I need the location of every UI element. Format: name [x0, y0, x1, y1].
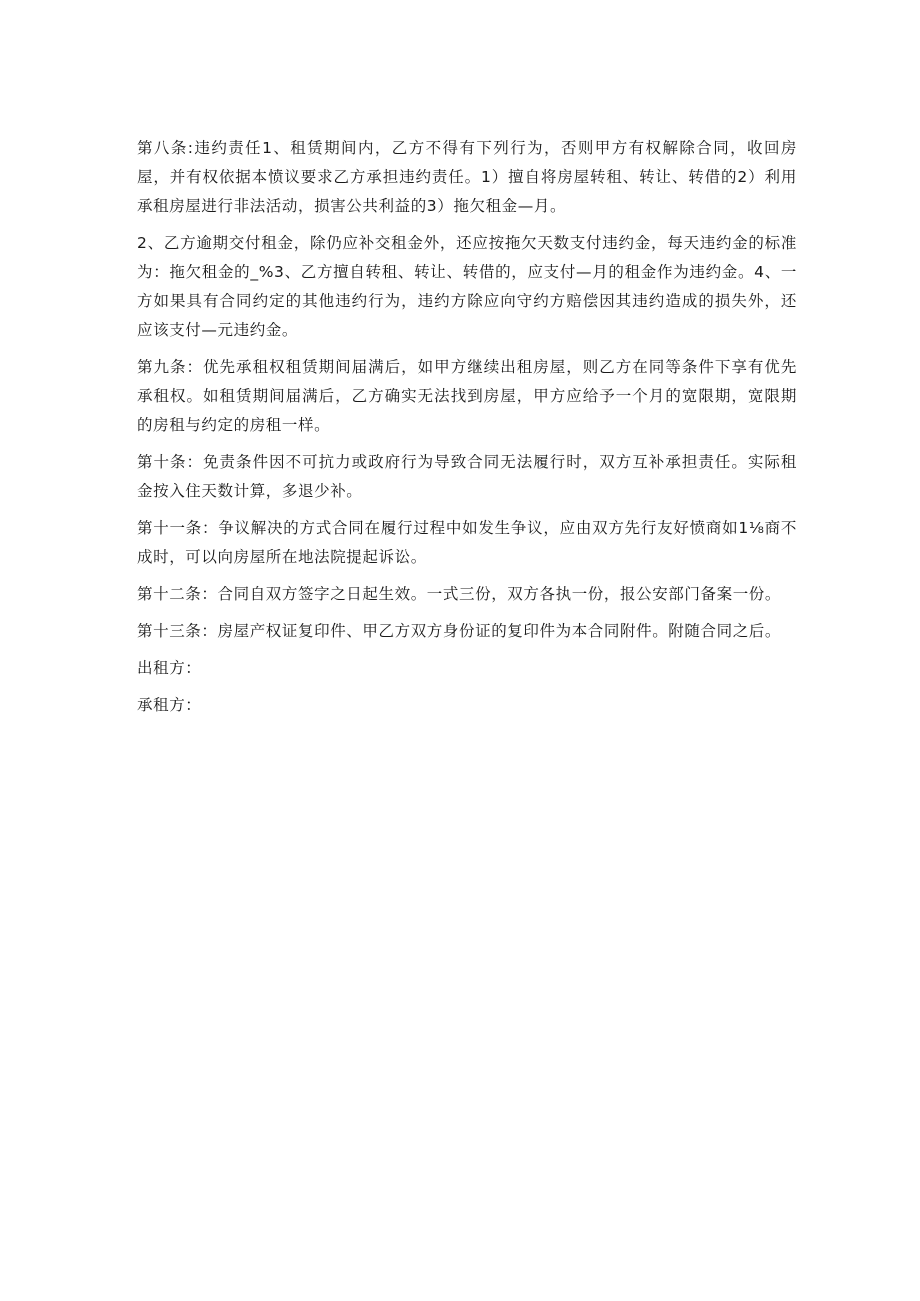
clause-8-breach-liability: 第八条:违约责任1、租赁期间内，乙方不得有下列行为，否则甲方有权解除合同，收回房屋，并有权依据本愤议要求乙方承担违约责任。1）擅自将房屋转租、转让、转借的2）利用承租房屋进行非法活动，损害公共利益的3）拖欠租金—月。 [137, 139, 797, 215]
clause-10-exemption: 第十条：免责条件因不可抗力或政府行为导致合同无法履行时，双方互补承担责任。实际租金按入住天数计算，多退少补。 [137, 453, 797, 500]
clause-13-attachments: 第十三条：房屋产权证复印件、甲乙方双方身份证的复印件为本合同附件。附随合同之后。 [137, 622, 782, 640]
clause-8-penalty-details: 2、乙方逾期交付租金，除仍应补交租金外，还应按拖欠天数支付违约金，每天违约金的标准为：拖欠租金的_%3、乙方擅自转租、转让、转借的，应支付—月的租金作为违约金。4、一方如果具有合同约定的其他违约行为，违约方除应向守约方赔偿因其违约造成的损失外，还应该支付—元违约金。 [137, 234, 797, 339]
clause-12-effectiveness: 第十二条：合同自双方签字之日起生效。一式三份，双方各执一份，报公安部门备案一份。 [137, 585, 782, 603]
clause-9-priority-lease: 第九条：优先承租权租赁期间届满后，如甲方继续出租房屋，则乙方在同等条件下享有优先承租权。如租赁期间届满后，乙方确实无法找到房屋，甲方应给予一个月的宽限期，宽限期的房租与约定的房租一样。 [137, 358, 797, 434]
clause-11-dispute-resolution: 第十一条：争议解决的方式合同在履行过程中如发生争议，应由双方先行友好愤商如1⅛商不成时，可以向房屋所在地法院提起诉讼。 [137, 519, 797, 566]
lessee-signature-label: 承租方： [137, 696, 202, 714]
contract-body [137, 134, 797, 728]
lessor-signature-label: 出租方： [137, 659, 202, 677]
